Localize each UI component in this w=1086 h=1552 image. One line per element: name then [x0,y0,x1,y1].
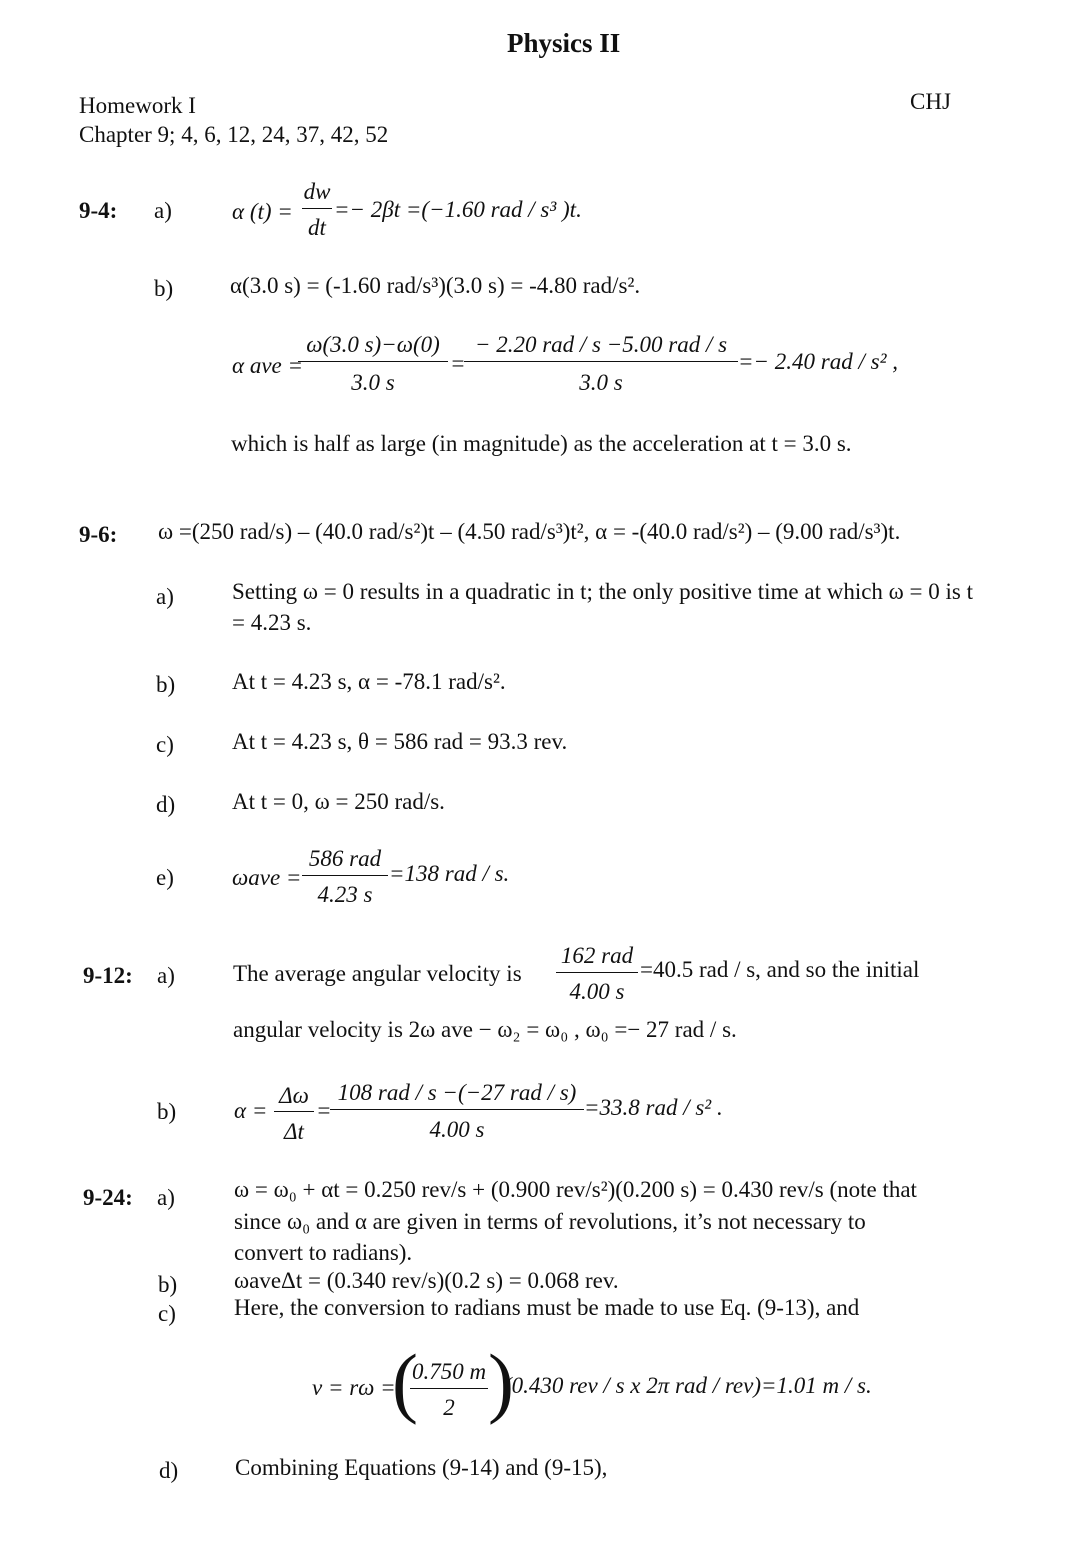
fraction-denominator: 4.00 s [569,979,625,1004]
chapter-problems: Chapter 9; 4, 6, 12, 24, 37, 42, 52 [79,122,389,147]
answer-text: ω = ω₀ + αt = 0.250 rev/s + (0.900 rev/s²)(0.200 s) = 0.430 rev/s (note that [234,1177,917,1202]
part-label: c) [156,732,174,757]
fraction-acceleration [330,1081,584,1141]
answer-text: since ω₀ and α are given in terms of revolutions, it’s not necessary to [234,1209,866,1234]
fraction-numerator: dw [303,179,331,204]
equation-line: ω =(250 rad/s) – (40.0 rad/s²)t – (4.50 rad/s³)t², α = -(40.0 rad/s²) – (9.00 rad/s³)t. [158,519,901,544]
answer-text: At t = 0, ω = 250 rad/s. [232,789,445,814]
equation-rhs: =− 2.40 rad / s² , [738,349,898,374]
answer-text: convert to radians). [234,1240,413,1265]
fraction-denominator: dt [308,215,326,240]
fraction-numerator: − 2.20 rad / s −5.00 rad / s [474,332,728,357]
fraction-avg-2 [464,333,738,393]
left-paren: ( [392,1338,418,1425]
equation-lhs: α ave = [232,353,304,378]
part-label: c) [158,1301,176,1326]
fraction-dw-dt [302,180,332,240]
fraction-numerator: 0.750 m [411,1359,487,1384]
problem-number-9-6: 9-6: [79,522,118,547]
fraction-denominator: 4.23 s [317,882,373,907]
fraction-radius [410,1360,488,1420]
equation-lhs: α = [234,1098,268,1123]
equation-lhs: v = rω = [312,1375,396,1400]
fraction-bar [556,972,638,973]
part-label: a) [157,1185,175,1210]
part-label: b) [158,1272,178,1297]
equation-lhs: ωave = [232,865,302,890]
problem-number-9-12: 9-12: [83,963,133,988]
right-paren: ) [488,1338,514,1425]
explanation-text: which is half as large (in magnitude) as the acceleration at t = 3.0 s. [231,431,852,456]
fraction-bar [410,1388,488,1389]
fraction-denominator: 4.00 s [429,1117,485,1142]
fraction-denominator: Δt [284,1119,304,1144]
fraction-numerator: Δω [279,1083,309,1108]
equation-rhs: =33.8 rad / s² . [584,1095,723,1120]
problem-number-9-24: 9-24: [83,1185,133,1210]
problem-number-9-4: 9-4: [79,198,118,223]
part-label: a) [154,198,172,223]
fraction-delta [274,1084,314,1144]
equation-line: α(3.0 s) = (-1.60 rad/s³)(3.0 s) = -4.80 rad/s². [230,273,641,298]
fraction-omega-ave [302,847,388,907]
fraction-bar [330,1109,584,1110]
answer-text: At t = 4.23 s, θ = 586 rad = 93.3 rev. [232,729,568,754]
fraction-avg-velocity [556,944,638,1004]
fraction-bar [302,208,332,209]
answer-text: Here, the conversion to radians must be made to use Eq. (9-13), and [234,1295,860,1320]
part-label: e) [156,865,174,890]
part-label: d) [156,792,176,817]
fraction-denominator: 3.0 s [579,370,623,395]
answer-text: Setting ω = 0 results in a quadratic in t; the only positive time at which ω = 0 is t [232,579,974,604]
fraction-denominator: 2 [443,1395,455,1420]
equation-lhs: α (t) = [232,199,293,224]
answer-text: angular velocity is 2ω ave − ω₂ = ω₀ , ω₀ =− 27 rad / s. [233,1017,737,1042]
equation-rhs: (0.430 rev / s x 2π rad / rev)=1.01 m / s. [504,1373,872,1398]
part-label: d) [159,1458,179,1483]
equals-sign: = [450,351,466,376]
fraction-bar [302,875,388,876]
answer-text: At t = 4.23 s, α = -78.1 rad/s². [232,669,506,694]
fraction-bar [464,361,738,362]
part-label: a) [156,584,174,609]
fraction-numerator: ω(3.0 s)−ω(0) [306,332,440,357]
answer-text: The average angular velocity is [233,961,522,986]
page-title: Physics II [507,28,621,58]
answer-text: =40.5 rad / s, and so the initial [640,957,920,982]
equation-rhs: =138 rad / s. [389,861,510,886]
part-label: b) [154,276,174,301]
author-initials: CHJ [910,89,951,114]
part-label: a) [157,963,175,988]
answer-text: = 4.23 s. [232,610,312,635]
fraction-bar [298,361,448,362]
fraction-bar [274,1111,314,1112]
part-label: b) [156,672,176,697]
equals-sign: = [316,1098,332,1123]
part-label: b) [157,1099,177,1124]
answer-text: ωaveΔt = (0.340 rev/s)(0.2 s) = 0.068 rev. [234,1268,619,1293]
fraction-numerator: 108 rad / s −(−27 rad / s) [337,1080,577,1105]
fraction-numerator: 162 rad [560,943,634,968]
fraction-denominator: 3.0 s [351,370,395,395]
homework-label: Homework I [79,93,196,118]
answer-text: Combining Equations (9-14) and (9-15), [235,1455,608,1480]
fraction-avg-1 [298,333,448,393]
fraction-numerator: 586 rad [308,846,382,871]
equation-rhs: =− 2βt =(−1.60 rad / s³ )t. [334,197,582,222]
